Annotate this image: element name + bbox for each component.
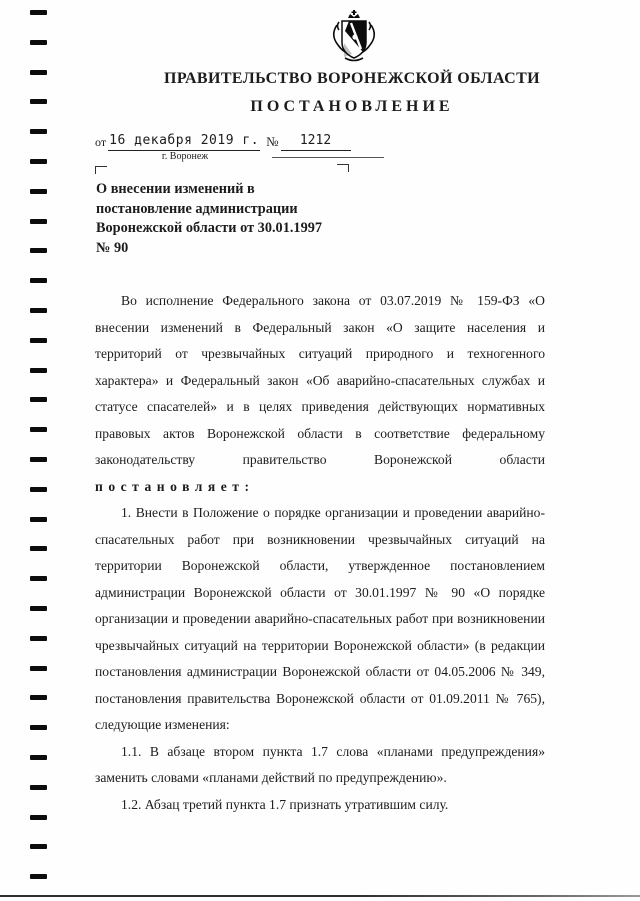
body-line: 1.2. Абзац третий пункта 1.7 признать утратившим силу. [121,796,449,812]
scan-dash [30,427,47,432]
scan-dash [30,40,47,45]
subject-line: № 90 [96,239,129,256]
scan-dash [30,844,47,849]
scan-dash [30,695,47,700]
body-line: Во исполнение Федерального закона от 03.07.2019 № 159-ФЗ «О [121,293,545,308]
body-line: статусе спасателей» и в целях приведения действующих нормативных [95,399,545,414]
scan-dash [30,308,47,313]
doc-type-title: ПОСТАНОВЛЕНИЕ [250,98,454,115]
body-line: организации и проведении аварийно-спасательных работ при возникновении [95,611,545,626]
scan-dash [30,189,47,194]
scan-dash [30,278,47,283]
org-name: ПРАВИТЕЛЬСТВО ВОРОНЕЖСКОЙ ОБЛАСТИ [163,70,541,87]
bottom-edge-scan-line [0,895,640,897]
scan-dash [30,785,47,790]
subject-line: О внесении изменений в [96,181,255,197]
scan-dash [30,99,47,104]
subject-line: Воронежской области от 30.01.1997 [96,220,323,236]
date-prefix-label: от [95,135,107,149]
body-line: чрезвычайных ситуаций на территории Воронежской области» (в редакции [95,637,545,653]
scan-dash [30,576,47,581]
scan-dash [30,546,47,551]
scan-dash [30,606,47,611]
coat-of-arms-icon [328,10,380,67]
scan-dash [30,129,47,134]
scan-dash [30,666,47,671]
body-line: спасательных работ при возникновении чрезвычайных ситуаций на [95,531,545,547]
scan-dash [30,517,47,522]
scan-dash [30,159,47,164]
body-line: заменить словами «планами действий по предупреждению». [95,770,447,785]
body-line: законодательству правительство Воронежской области [95,452,545,467]
subject-block [96,180,386,258]
number-field: 1212 [281,133,351,151]
body-line: внесении изменений в Федеральный закон «О защите населения и [95,319,545,335]
body-line: характера» и Федеральный закон «Об аварийно-спасательных службах и [95,372,545,388]
scan-dash [30,70,47,75]
scan-dash [30,457,47,462]
scan-dash [30,874,47,879]
scan-dash [30,219,47,224]
scan-dash [30,338,47,343]
scan-dash [30,755,47,760]
number-field-extra-rule [272,157,384,158]
body-line: постановления правительства Воронежской области от 01.09.2011 № 765), [95,690,545,706]
scan-dash [30,487,47,492]
date-number-row [95,133,351,151]
body-text [95,288,545,818]
scan-dash [30,10,47,15]
date-field: 16 декабря 2019 г. [108,133,260,151]
city-label: г. Воронеж [161,151,209,162]
body-line: территорий от чрезвычайных ситуаций природного и техногенного [95,346,545,361]
corner-mark-right [337,164,349,172]
number-sign-label: № [266,134,279,149]
scan-dash [30,397,47,402]
scan-dash [30,725,47,730]
body-line: 1.1. В абзаце втором пункта 1.7 слова «планами предупреждения» [121,743,545,759]
body-line: постановления администрации Воронежской области от 04.05.2006 № 349, [95,664,545,679]
scan-dash [30,248,47,253]
subject-line: постановление администрации [96,200,298,217]
scan-dash [30,815,47,820]
scan-dash [30,636,47,641]
body-line: следующие изменения: [95,717,230,732]
scan-dash [30,368,47,373]
body-line: постановляет: [95,478,255,494]
body-line: территории Воронежской области, утвержденное постановлением [95,558,545,573]
corner-mark-left [95,166,107,174]
body-line: администрации Воронежской области от 30.01.1997 № 90 «О порядке [95,584,545,600]
body-line: правовых актов Воронежской области в соответствие федеральному [95,425,545,441]
body-line: 1. Внести в Положение о порядке организации и проведении аварийно- [121,505,545,520]
